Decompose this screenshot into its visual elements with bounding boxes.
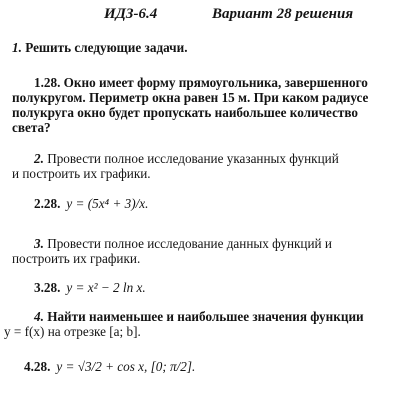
section-4-text-1: Найти наименьшее и наибольшее значения функции	[47, 309, 364, 324]
section-1-title: Решить следующие задачи.	[25, 40, 188, 55]
section-2-line-2: и построить их графики.	[12, 166, 151, 181]
task-3-number: 3.28.	[34, 280, 61, 295]
assignment-id: ИДЗ-6.4	[104, 6, 158, 22]
page-header	[0, 6, 400, 26]
section-2-line-1	[34, 151, 339, 166]
task-1-line-1	[34, 75, 368, 90]
section-3-number: 3.	[34, 236, 44, 251]
section-1-heading	[12, 40, 188, 55]
section-2-text-1: Провести полное исследование указанных функций	[47, 151, 339, 166]
task-4-number: 4.28.	[24, 359, 51, 374]
task-1-number: 1.28.	[34, 75, 61, 90]
task-1-line-3: полукруга окно будет пропускать наибольшее количество	[12, 105, 359, 120]
section-3-line-2: построить их графики.	[12, 251, 141, 266]
task-1-line-4: света?	[12, 120, 51, 135]
task-1-text-1: Окно имеет форму прямоугольника, завершенного	[63, 75, 368, 90]
task-2-expression: y = (5x⁴ + 3)/x.	[66, 196, 149, 211]
section-4-number: 4.	[34, 309, 44, 324]
section-3-line-1	[34, 236, 332, 251]
task-3-formula	[34, 280, 146, 296]
task-2-number: 2.28.	[34, 196, 61, 211]
task-3-expression: y = x² − 2 ln x.	[66, 280, 146, 295]
section-4-line-2: y = f(x) на отрезке [a; b].	[4, 324, 141, 339]
task-2-formula	[34, 196, 148, 212]
variant-label: Вариант 28 решения	[212, 6, 354, 22]
section-3-text-1: Провести полное исследование данных функций и	[47, 236, 332, 251]
section-4-line-1	[34, 309, 364, 324]
task-4-formula	[24, 359, 195, 375]
section-2-number: 2.	[34, 151, 44, 166]
task-4-expression: y = √3/2 + cos x, [0; π/2].	[56, 359, 196, 374]
section-1-number: 1.	[12, 40, 22, 55]
task-1-line-2: полукругом. Периметр окна равен 15 м. При каком радиусе	[12, 90, 369, 105]
